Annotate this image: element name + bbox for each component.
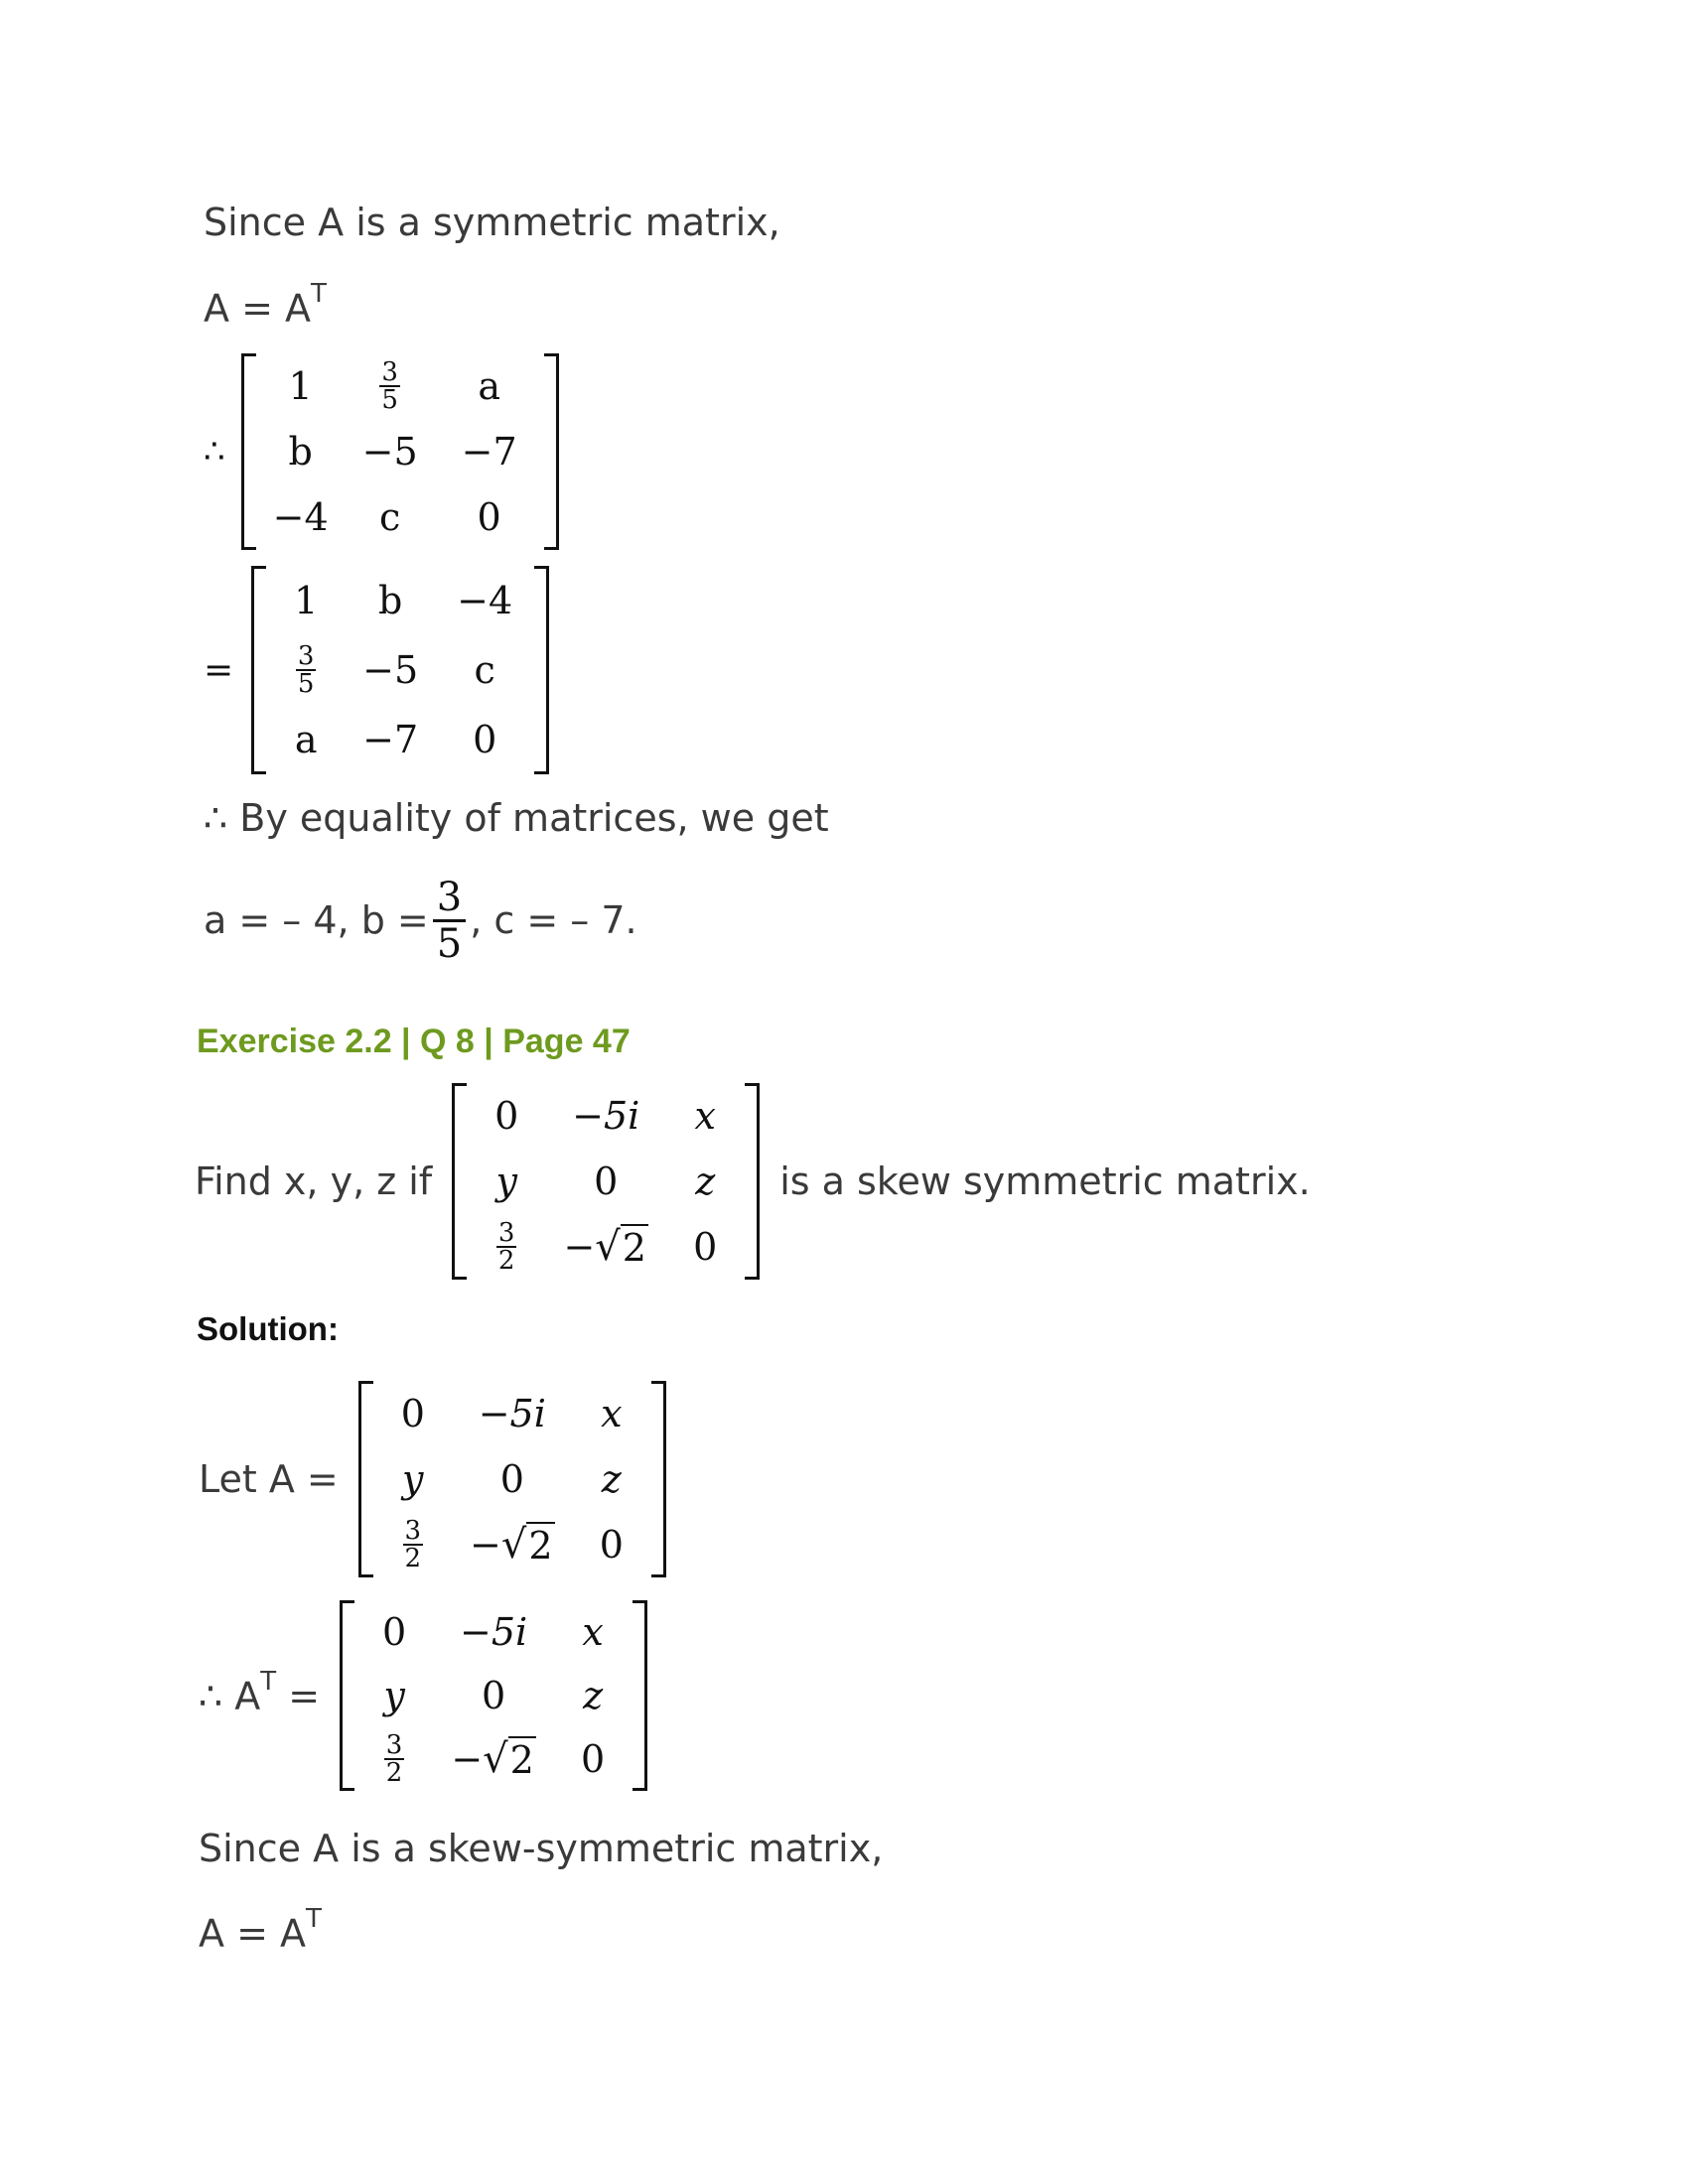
matrix-cell: −5i: [572, 1094, 640, 1138]
result-line: [204, 866, 637, 975]
result-prefix: a = – 4, b =: [204, 898, 429, 942]
transpose-superscript: T: [311, 279, 327, 309]
matrix-cell: 0: [693, 1225, 718, 1269]
matrix-cell: y: [402, 1457, 424, 1501]
matrix-cell: $\frac{3}{2}$: [385, 1730, 403, 1788]
matrix-cell: $\frac{3}{5}$: [297, 641, 315, 699]
matrix-cell: −5: [362, 648, 419, 692]
matrix-cell: c: [378, 495, 401, 539]
matrix-cell: c: [474, 648, 495, 692]
a-equals-at-line: [204, 276, 327, 333]
matrix-cell: −5i: [478, 1392, 546, 1435]
matrix-a-transpose: [251, 566, 549, 774]
matrix-a: [358, 1381, 666, 1577]
matrix-cell: −5i: [459, 1610, 528, 1654]
matrix-cell: 1: [288, 364, 313, 408]
matrix-cell: y: [495, 1160, 517, 1203]
final-equation: [199, 1901, 322, 1958]
let-a-row: [199, 1380, 672, 1578]
matrix-cell: 0: [477, 495, 501, 539]
matrix-equation-1: [204, 352, 565, 551]
matrix-cell: y: [383, 1674, 405, 1717]
matrix-cell: 0: [499, 1457, 524, 1501]
matrix-cell: −5: [361, 430, 418, 474]
question-suffix: is a skew symmetric matrix.: [779, 1160, 1311, 1203]
matrix-cell: −7: [461, 430, 517, 474]
matrix-cell: 0: [381, 1610, 407, 1654]
symmetric-statement: Since A is a symmetric matrix,: [204, 201, 780, 244]
equals-symbol: =: [204, 649, 234, 691]
matrix-a-transpose-solution: [340, 1600, 647, 1791]
equality-statement: ∴ By equality of matrices, we get: [204, 796, 829, 840]
matrix-cell: 0: [481, 1674, 506, 1717]
matrix-cell: z: [583, 1674, 604, 1717]
transpose-prefix: ∴ A: [199, 1674, 261, 1718]
matrix-cell: −7: [362, 718, 419, 761]
transpose-row: [199, 1596, 653, 1795]
question-prefix: Find x, y, z if: [195, 1160, 433, 1203]
a-equals-a-text: A = A: [204, 286, 311, 331]
matrix-cell: $\frac{3}{2}$: [404, 1516, 422, 1573]
matrix-cell: x: [582, 1610, 604, 1654]
matrix-cell: $\frac{3}{5}$: [381, 357, 398, 415]
matrix-cell: z: [695, 1160, 716, 1203]
matrix-cell: 0: [594, 1160, 619, 1203]
matrix-cell: x: [694, 1094, 716, 1138]
result-suffix: , c = – 7.: [470, 898, 637, 942]
matrix-cell: a: [478, 364, 500, 408]
final-main: A = A: [199, 1911, 306, 1956]
matrix-equation-2: [204, 571, 555, 769]
matrix-cell: $\frac{3}{2}$: [497, 1218, 515, 1276]
matrix-cell: 0: [400, 1392, 425, 1435]
solution-label: Solution:: [197, 1310, 339, 1347]
final-sup: T: [306, 1904, 322, 1934]
matrix-cell: −4: [272, 495, 329, 539]
result-fraction: [433, 876, 466, 966]
matrix-cell: − √ 2: [470, 1522, 553, 1568]
matrix-cell: a: [294, 718, 318, 761]
matrix-cell: b: [288, 430, 313, 474]
exercise-heading: Exercise 2.2 | Q 8 | Page 47: [197, 1023, 631, 1060]
matrix-cell: 0: [494, 1094, 519, 1138]
matrix-cell: x: [601, 1392, 623, 1435]
question-matrix: [452, 1083, 760, 1280]
question-row: [195, 1082, 1311, 1281]
transpose-label: [199, 1667, 321, 1718]
skew-statement: Since A is a skew-symmetric matrix,: [199, 1827, 884, 1870]
matrix-cell: −4: [457, 579, 513, 622]
matrix-cell: − √ 2: [451, 1736, 534, 1782]
matrix-cell: z: [601, 1457, 622, 1501]
matrix-cell: − √ 2: [563, 1224, 646, 1270]
fraction-numerator: 3: [433, 876, 466, 922]
matrix-cell: b: [378, 579, 403, 622]
let-a-label: Let A =: [199, 1457, 339, 1501]
therefore-symbol: ∴: [204, 432, 225, 472]
matrix-cell: 0: [473, 718, 497, 761]
matrix-cell: 0: [580, 1737, 606, 1781]
fraction-denominator: 5: [436, 920, 463, 967]
matrix-cell: 1: [294, 579, 319, 622]
transpose-equals: =: [276, 1674, 321, 1718]
matrix-a-original: [241, 353, 559, 550]
matrix-cell: 0: [599, 1523, 624, 1567]
transpose-sup: T: [260, 1667, 277, 1698]
